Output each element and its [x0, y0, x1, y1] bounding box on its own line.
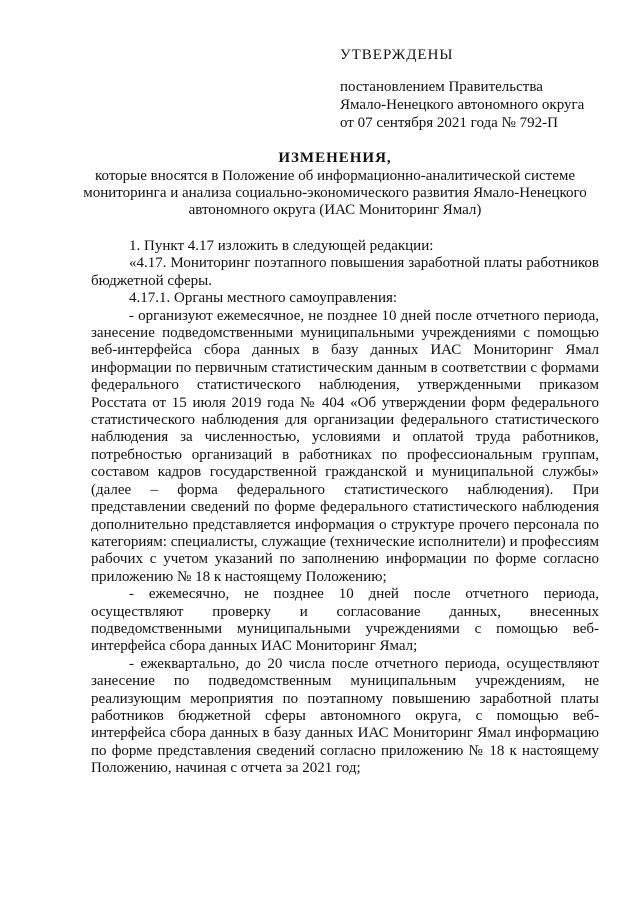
- paragraph-clause-4-17: «4.17. Мониторинг поэтапного повышения заработной платы работников бюджетной сферы.: [91, 255, 599, 289]
- paragraph-clause-4-17-1: 4.17.1. Органы местного самоуправления:: [129, 290, 398, 307]
- document-subtitle-line-2: мониторинга и анализа социально-экономического развития Ямало-Ненецкого: [83, 185, 587, 201]
- approval-heading: УТВЕРЖДЕНЫ: [340, 47, 454, 63]
- paragraph-item-1: 1. Пункт 4.17 изложить в следующей редакции:: [129, 238, 434, 254]
- approval-line-date: от 07 сентября 2021 года № 792-П: [340, 115, 558, 131]
- document-title: ИЗМЕНЕНИЯ,: [278, 150, 392, 166]
- document-subtitle-line-3: автономного округа (ИАС Мониторинг Ямал): [188, 202, 482, 218]
- approval-line-authority: постановлением Правительства: [340, 79, 543, 95]
- approval-stamp: [340, 46, 584, 132]
- document-body: [91, 238, 599, 778]
- document-title-block: [70, 150, 600, 219]
- approval-line-region: Ямало-Ненецкого автономного округа: [340, 97, 585, 113]
- paragraph-quarterly-entry: - ежеквартально, до 20 числа после отчетного периода, осуществляют занесение по подведомственным муниципальным учреждениям, не реализующим мероприятия по поэтапному повышению заработной платы работников бюджетной сферы автономного округа, с помощью веб-интерфейса сбора данных в базу данных ИАС Мониторинг Ямал информацию по форме представления сведений согласно приложению № 18 к настоящему Положению, начиная с отчета за 2021 год;: [91, 655, 599, 777]
- document-subtitle-line-1: которые вносятся в Положение об информационно-аналитической системе: [94, 168, 575, 184]
- paragraph-monthly-entry: - организуют ежемесячное, не позднее 10 дней после отчетного периода, занесение подведомственными муниципальными учреждениями с помощью веб-интерфейса сбора данных в базу данных ИАС Мониторинг Ямал информации по первичным статистическим данным в соответствии с формами федерального статистического наблюдения, утвержденными приказом Росстата от 15 июля 2019 года № 404 «Об утверждении форм федерального статистического наблюдения для организации федерального статистического наблюдения за численностью, условиями и оплатой труда работников, потребностью организаций в работниках по профессиональным группам, составом кадров государственной гражданской и муниципальной службы» (далее – форма федерального статистического наблюдения). При представлении сведений по форме федерального статистического наблюдения дополнительно представляется информация о структуре прочего персонала по категориям: специалисты, служащие (технические исполнители) и профессиям рабочих с учетом указаний по заполнению информации по форме согласно приложению № 18 к настоящему Положению;: [91, 307, 599, 585]
- paragraph-monthly-check: - ежемесячно, не позднее 10 дней после отчетного периода, осуществляют проверку и согласование данных, внесенных подведомственными муниципальными учреждениями с помощью веб-интерфейса сбора данных ИАС Мониторинг Ямал;: [91, 586, 599, 655]
